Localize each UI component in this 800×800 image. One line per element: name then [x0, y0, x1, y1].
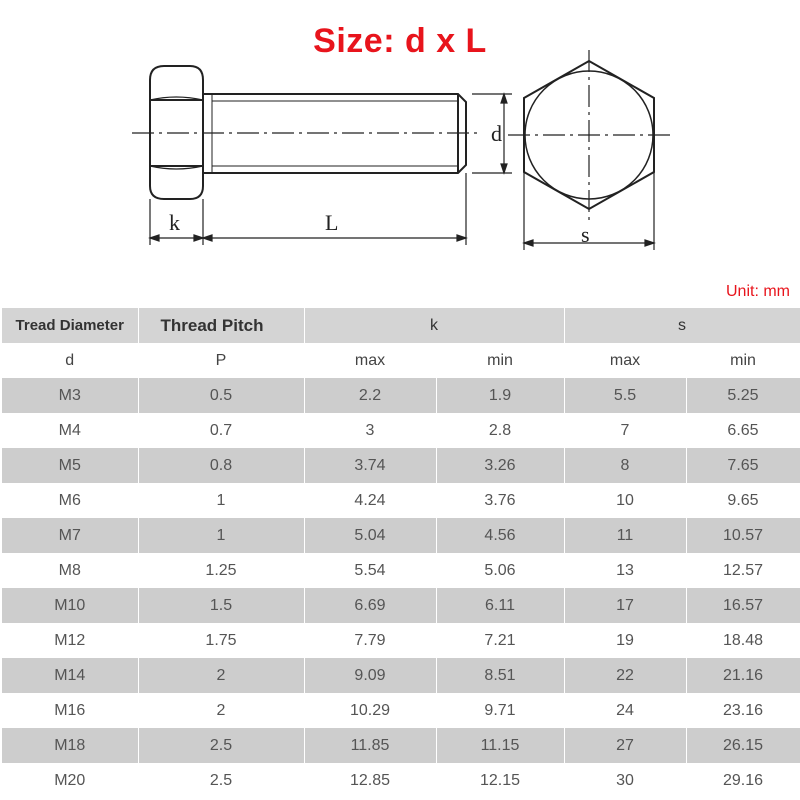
cell-k-max: 12.85 — [304, 763, 436, 798]
table-row — [2, 518, 800, 553]
cell-k-min: 2.8 — [436, 413, 564, 448]
cell-k-min: 8.51 — [436, 658, 564, 693]
cell-d: M16 — [2, 693, 138, 728]
header-k: k — [304, 308, 564, 343]
table-subheader-row — [2, 343, 800, 378]
cell-k-min: 3.26 — [436, 448, 564, 483]
cell-s-min: 18.48 — [686, 623, 800, 658]
cell-k-min: 1.9 — [436, 378, 564, 413]
cell-s-max: 5.5 — [564, 378, 686, 413]
subheader-p: P — [138, 343, 304, 378]
subheader-k-min: min — [436, 343, 564, 378]
cell-s-min: 29.16 — [686, 763, 800, 798]
label-d: d — [491, 121, 502, 146]
cell-s-max: 30 — [564, 763, 686, 798]
table-header-row — [2, 308, 800, 343]
cell-d: M7 — [2, 518, 138, 553]
unit-label: Unit: mm — [726, 283, 790, 300]
label-s: s — [581, 222, 590, 247]
cell-d: M8 — [2, 553, 138, 588]
cell-k-max: 7.79 — [304, 623, 436, 658]
cell-s-max: 27 — [564, 728, 686, 763]
cell-p: 0.5 — [138, 378, 304, 413]
cell-s-max: 19 — [564, 623, 686, 658]
table-row — [2, 588, 800, 623]
cell-s-min: 6.65 — [686, 413, 800, 448]
cell-d: M5 — [2, 448, 138, 483]
cell-p: 1.25 — [138, 553, 304, 588]
table-row — [2, 763, 800, 798]
header-tread-diameter: Tread Diameter — [2, 308, 138, 343]
cell-d: M18 — [2, 728, 138, 763]
table-row — [2, 378, 800, 413]
cell-d: M4 — [2, 413, 138, 448]
table-row — [2, 448, 800, 483]
cell-s-max: 22 — [564, 658, 686, 693]
subheader-k-max: max — [304, 343, 436, 378]
table-row — [2, 623, 800, 658]
cell-d: M14 — [2, 658, 138, 693]
cell-s-min: 12.57 — [686, 553, 800, 588]
cell-d: M12 — [2, 623, 138, 658]
header-thread-pitch: Thread Pitch — [138, 308, 304, 343]
cell-p: 1.75 — [138, 623, 304, 658]
cell-s-max: 10 — [564, 483, 686, 518]
cell-d: M3 — [2, 378, 138, 413]
cell-p: 0.8 — [138, 448, 304, 483]
cell-k-min: 11.15 — [436, 728, 564, 763]
cell-k-min: 12.15 — [436, 763, 564, 798]
cell-k-max: 6.69 — [304, 588, 436, 623]
cell-s-min: 9.65 — [686, 483, 800, 518]
cell-k-max: 4.24 — [304, 483, 436, 518]
cell-k-min: 4.56 — [436, 518, 564, 553]
cell-p: 2.5 — [138, 763, 304, 798]
cell-s-max: 17 — [564, 588, 686, 623]
cell-s-min: 21.16 — [686, 658, 800, 693]
label-k: k — [169, 210, 180, 235]
cell-p: 1 — [138, 483, 304, 518]
cell-p: 2 — [138, 658, 304, 693]
cell-s-min: 23.16 — [686, 693, 800, 728]
cell-s-max: 13 — [564, 553, 686, 588]
cell-p: 1.5 — [138, 588, 304, 623]
subheader-s-min: min — [686, 343, 800, 378]
cell-k-max: 3.74 — [304, 448, 436, 483]
cell-k-max: 10.29 — [304, 693, 436, 728]
cell-k-max: 2.2 — [304, 378, 436, 413]
cell-p: 2 — [138, 693, 304, 728]
cell-k-max: 3 — [304, 413, 436, 448]
table-row — [2, 728, 800, 763]
cell-s-min: 5.25 — [686, 378, 800, 413]
cell-k-min: 7.21 — [436, 623, 564, 658]
header-s: s — [564, 308, 800, 343]
cell-d: M10 — [2, 588, 138, 623]
cell-p: 0.7 — [138, 413, 304, 448]
cell-s-min: 10.57 — [686, 518, 800, 553]
label-L: L — [325, 210, 339, 235]
cell-k-min: 6.11 — [436, 588, 564, 623]
cell-k-min: 5.06 — [436, 553, 564, 588]
cell-d: M6 — [2, 483, 138, 518]
cell-s-max: 11 — [564, 518, 686, 553]
table-row — [2, 413, 800, 448]
cell-s-max: 7 — [564, 413, 686, 448]
cell-s-min: 16.57 — [686, 588, 800, 623]
cell-p: 2.5 — [138, 728, 304, 763]
cell-k-min: 3.76 — [436, 483, 564, 518]
spec-table — [2, 308, 800, 798]
cell-k-min: 9.71 — [436, 693, 564, 728]
cell-s-max: 8 — [564, 448, 686, 483]
cell-s-min: 26.15 — [686, 728, 800, 763]
bolt-head-end-view — [508, 50, 670, 220]
table-row — [2, 483, 800, 518]
subheader-s-max: max — [564, 343, 686, 378]
cell-d: M20 — [2, 763, 138, 798]
cell-k-max: 11.85 — [304, 728, 436, 763]
table-body — [2, 378, 800, 798]
table-row — [2, 658, 800, 693]
page-title: Size: d x L — [313, 22, 487, 60]
cell-p: 1 — [138, 518, 304, 553]
cell-s-max: 24 — [564, 693, 686, 728]
cell-k-max: 5.04 — [304, 518, 436, 553]
table-row — [2, 553, 800, 588]
subheader-d: d — [2, 343, 138, 378]
cell-k-max: 5.54 — [304, 553, 436, 588]
cell-k-max: 9.09 — [304, 658, 436, 693]
table-row — [2, 693, 800, 728]
cell-s-min: 7.65 — [686, 448, 800, 483]
